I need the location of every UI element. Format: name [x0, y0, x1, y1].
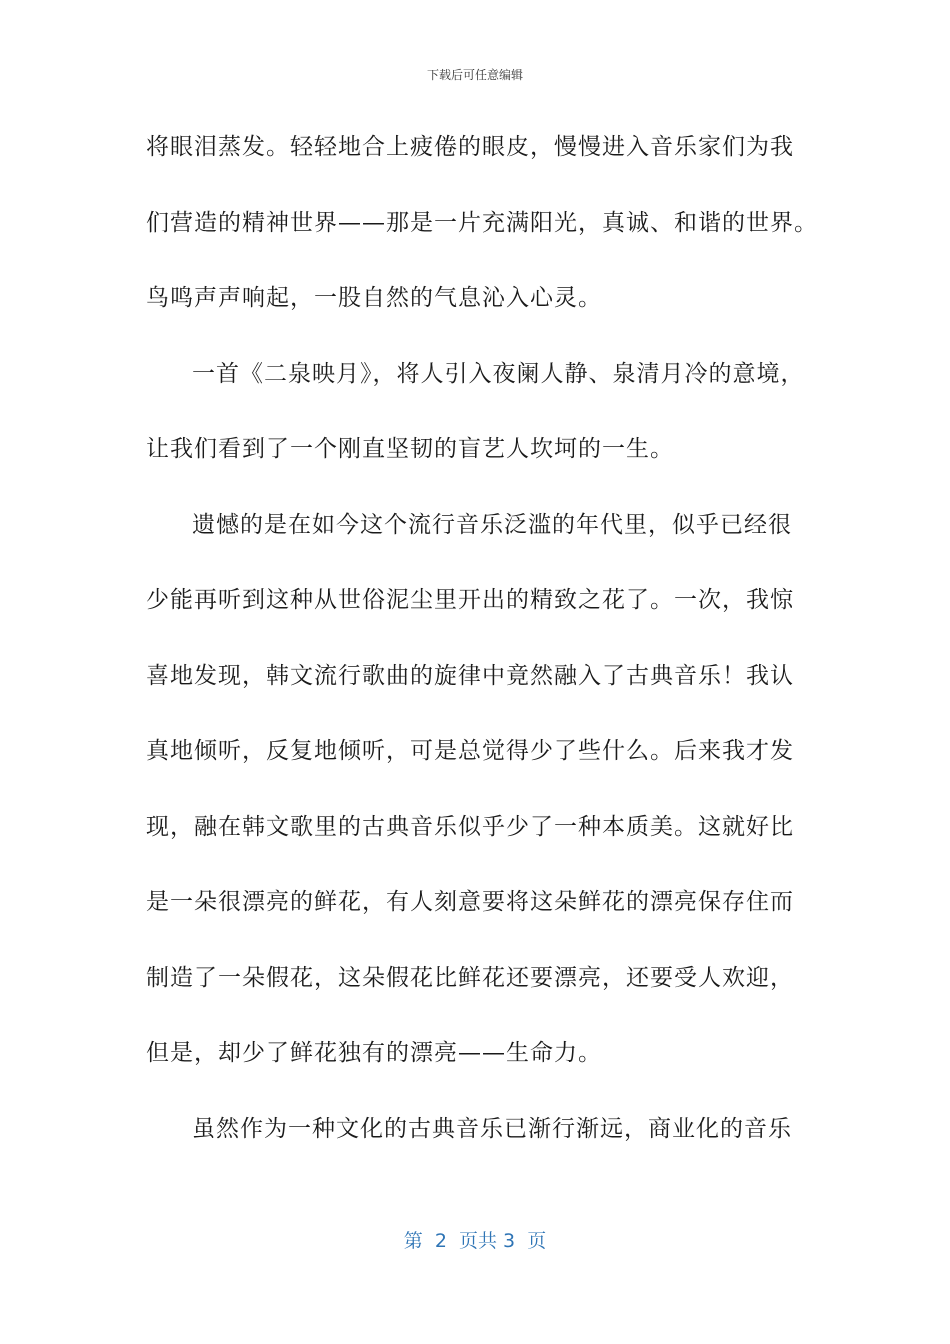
paragraph-start-line: 遗憾的是在如今这个流行音乐泛滥的年代里，似乎已经很	[192, 511, 792, 538]
text-line: 鸟鸣声声响起，一股自然的气息沁入心灵。	[146, 285, 602, 311]
document-body	[146, 118, 826, 1175]
text-line: 真地倾听，反复地倾听，可是总觉得少了些什么。后来我才发	[146, 738, 794, 764]
text-line: 制造了一朵假花，这朵假花比鲜花还要漂亮，还要受人欢迎，	[146, 964, 794, 991]
text-line: 让我们看到了一个刚直坚韧的盲艺人坎坷的一生。	[146, 436, 674, 462]
text-line: 们营造的精神世界——那是一片充满阳光，真诚、和谐的世界。	[146, 209, 818, 236]
text-line: 将眼泪蒸发。轻轻地合上疲倦的眼皮，慢慢进入音乐家们为我	[146, 134, 794, 160]
text-line: 喜地发现，韩文流行歌曲的旋律中竟然融入了古典音乐！我认	[146, 662, 794, 689]
paragraph-start-line: 一首《二泉映月》，将人引入夜阑人静、泉清月冷的意境，	[192, 360, 805, 387]
text-line: 少能再听到这种从世俗泥尘里开出的精致之花了。一次，我惊	[146, 587, 794, 613]
text-line: 现，融在韩文歌里的古典音乐似乎少了一种本质美。这就好比	[146, 813, 794, 840]
page-header: 下载后可任意编辑	[426, 68, 523, 82]
paragraph-start-line: 虽然作为一种文化的古典音乐已渐行渐远，商业化的音乐	[192, 1115, 792, 1142]
text-line: 但是，却少了鲜花独有的漂亮——生命力。	[146, 1040, 602, 1066]
text-line: 是一朵很漂亮的鲜花，有人刻意要将这朵鲜花的漂亮保存住而	[146, 889, 794, 915]
page-number-footer: 第 2 页共 3 页	[403, 1230, 547, 1252]
